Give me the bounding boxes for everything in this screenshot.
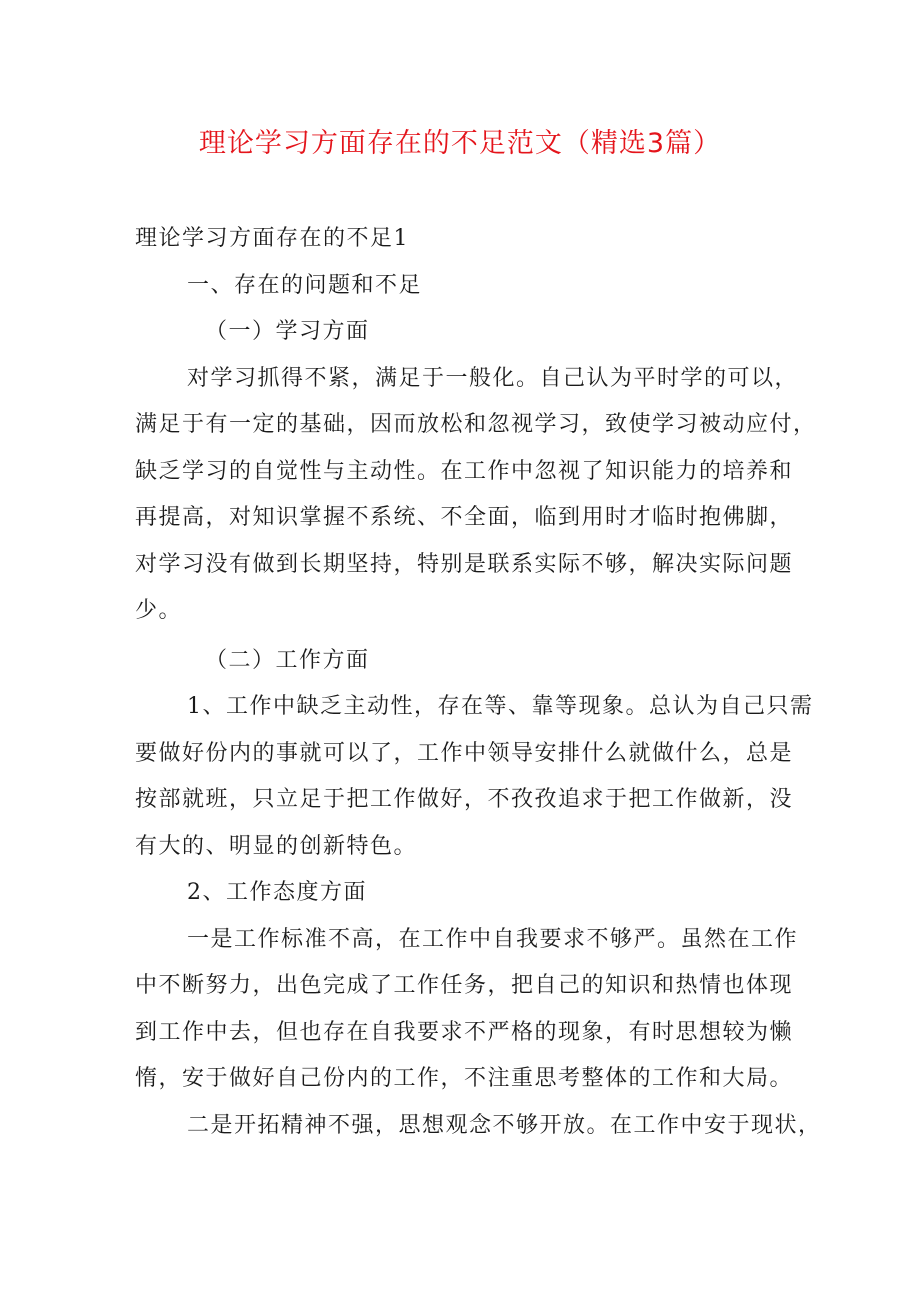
subsection-heading: （二）工作方面	[205, 647, 370, 673]
paragraph-line: 再提高，对知识掌握不系统、不全面，临到用时才临时抱佛脚，	[135, 505, 794, 530]
paragraph-line: 一是工作标准不高，在工作中自我要求不够严。虽然在工作	[187, 926, 799, 952]
section-heading: 理论学习方面存在的不足1	[135, 226, 409, 251]
paragraph-line: 缺乏学习的自觉性与主动性。在工作中忽视了知识能力的培养和	[135, 458, 794, 484]
paragraph-line: 要做好份内的事就可以了，工作中领导安排什么就做什么，总是	[135, 740, 794, 766]
paragraph-line: 二是开拓精神不强，思想观念不够开放。在工作中安于现状，	[187, 1112, 822, 1138]
paragraph-line: 满足于有一定的基础，因而放松和忽视学习，致使学习被动应付，	[135, 412, 817, 437]
paragraph-line: 1、工作中缺乏主动性，存在等、靠等现象。总认为自己只需	[187, 694, 814, 719]
paragraph-line: 少。	[135, 598, 183, 623]
subsection-heading: 2、工作态度方面	[187, 880, 367, 905]
paragraph-line: 对学习抓得不紧，满足于一般化。自己认为平时学的可以，	[187, 365, 799, 391]
subsection-heading: （一）学习方面	[205, 319, 370, 344]
subsection-heading: 一、存在的问题和不足	[187, 272, 423, 298]
paragraph-line: 对学习没有做到长期坚持，特别是联系实际不够，解决实际问题	[135, 551, 794, 577]
document-title: 理论学习方面存在的不足范文（精选3篇）	[198, 128, 722, 159]
paragraph-line: 中不断努力，出色完成了工作任务，把自己的知识和热情也体现	[135, 973, 794, 998]
paragraph-line: 有大的、明显的创新特色。	[135, 833, 418, 859]
paragraph-line: 按部就班，只立足于把工作做好，不孜孜追求于把工作做新，没	[135, 787, 794, 812]
paragraph-line: 惰，安于做好自己份内的工作，不注重思考整体的工作和大局。	[135, 1066, 794, 1091]
paragraph-line: 到工作中去，但也存在自我要求不严格的现象，有时思想较为懒	[135, 1019, 794, 1045]
document-body	[135, 216, 822, 1149]
